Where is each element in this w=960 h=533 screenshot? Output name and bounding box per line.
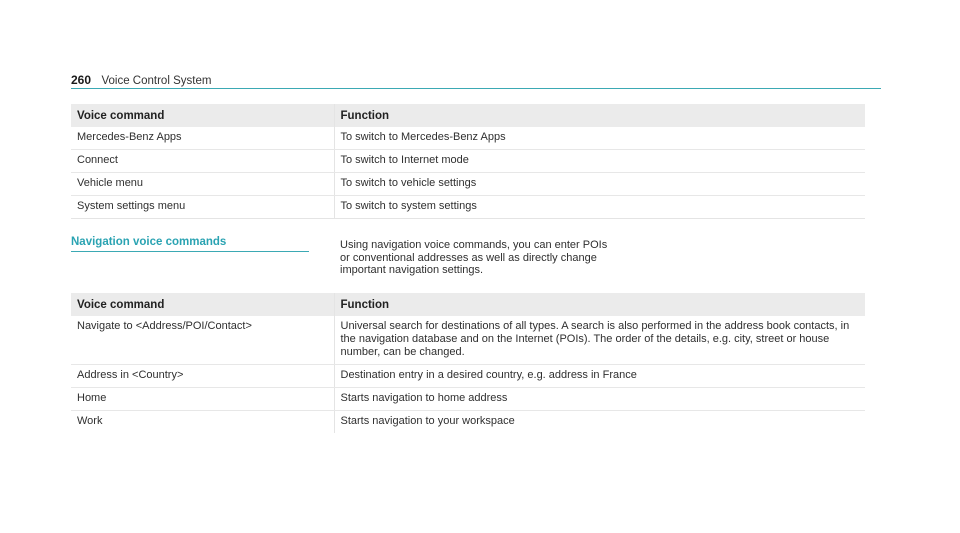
function-cell: To switch to vehicle settings [334,173,865,196]
function-cell: Starts navigation to home address [334,388,865,411]
page-section-title: Voice Control System [101,75,212,87]
table-header-row [71,104,865,127]
page-number: 260 [71,73,92,87]
function-cell: Starts navigation to your workspace [334,411,865,434]
navigation-section-intro: Using navigation voice commands, you can enter POIs or conventional addresses as well as directly change important navigation settings. [340,239,608,276]
voice-command-cell: Mercedes-Benz Apps [71,127,334,150]
function-cell: To switch to Internet mode [334,150,865,173]
table-row [71,127,865,150]
column-header-function: Function [334,104,865,127]
function-cell: To switch to Mercedes-Benz Apps [334,127,865,150]
column-header-function: Function [334,293,865,316]
table-row [71,316,865,365]
table-row [71,150,865,173]
table-row [71,411,865,434]
column-header-voice-command: Voice command [71,104,334,127]
function-cell: Universal search for destinations of all types. A search is also performed in the address book contacts, in the navigation database and on the Internet (POIs). The order of the details, e.g. city, street or house number, can be changed. [334,316,865,365]
table-row [71,196,865,219]
voice-command-table-general [71,104,865,219]
function-cell: Destination entry in a desired country, e.g. address in France [334,365,865,388]
voice-command-cell: Work [77,415,103,427]
voice-command-cell: Vehicle menu [71,173,334,196]
voice-command-table-navigation [71,293,865,433]
voice-command-cell: Home [71,388,334,411]
voice-command-cell: Address in <Country> [71,365,334,388]
table-row [71,365,865,388]
voice-command-cell: Connect [71,150,334,173]
function-cell: To switch to system settings [334,196,865,219]
table-header-row [71,293,865,316]
navigation-section-heading: Navigation voice commands [71,236,309,252]
column-header-voice-command: Voice command [71,293,334,316]
table-row [71,388,865,411]
page-header [71,71,881,89]
table-row [71,173,865,196]
voice-command-cell: System settings menu [71,196,334,219]
voice-command-cell: Navigate to <Address/POI/Contact> [71,316,334,365]
